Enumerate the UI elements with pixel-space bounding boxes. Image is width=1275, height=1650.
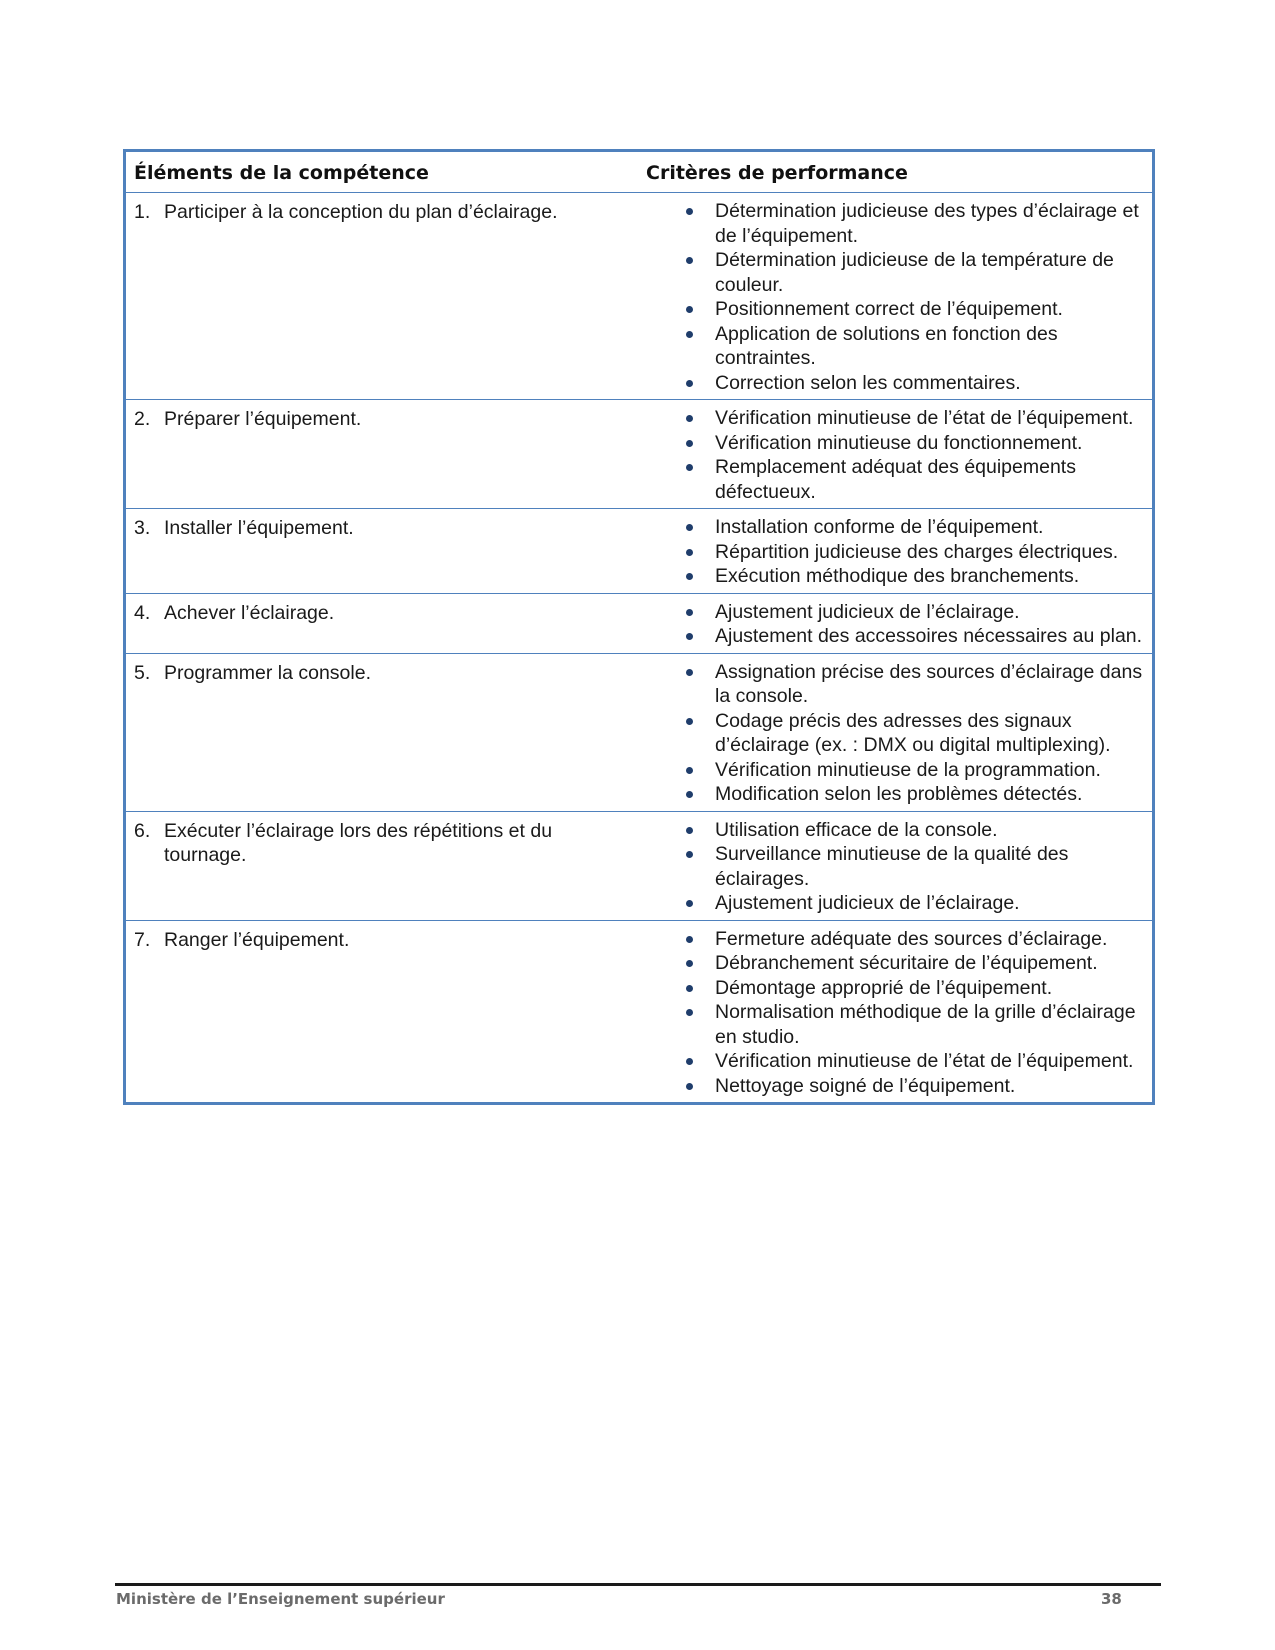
criteria-item [671, 891, 1144, 916]
criteria-item [671, 782, 1144, 807]
element-cell [126, 400, 638, 509]
criteria-text: Ajustement judicieux de l’éclairage. [715, 600, 1020, 623]
element-cell [126, 509, 638, 594]
criteria-text: Correction selon les commentaires. [715, 371, 1021, 394]
bullet-icon [671, 782, 715, 807]
header-criteria: Critères de performance [638, 152, 1152, 193]
bullet-icon [671, 758, 715, 783]
element-cell [126, 653, 638, 811]
element-item [134, 600, 630, 626]
bullet-icon [671, 455, 715, 504]
table-row [126, 593, 1152, 653]
element-item [134, 406, 630, 432]
criteria-item [671, 976, 1144, 1001]
criteria-text: Répartition judicieuse des charges électriques. [715, 540, 1119, 563]
bullet-icon [671, 891, 715, 916]
element-number: 7. [134, 928, 151, 951]
criteria-cell [638, 193, 1152, 400]
element-cell [126, 920, 638, 1102]
criteria-item [671, 371, 1144, 396]
criteria-list [646, 660, 1144, 807]
criteria-item [671, 564, 1144, 589]
criteria-text: Positionnement correct de l’équipement. [715, 298, 1063, 320]
bullet-icon [671, 927, 715, 952]
element-item [134, 660, 630, 686]
element-cell [126, 811, 638, 920]
criteria-cell [638, 653, 1152, 811]
bullet-icon [671, 371, 715, 396]
criteria-item [671, 709, 1144, 758]
criteria-list [646, 199, 1144, 395]
criteria-text: Ajustement judicieux de l’éclairage. [715, 892, 1020, 914]
element-text: Exécuter l’éclairage lors des répétitions et du tournage. [164, 819, 553, 866]
competence-table-container [123, 149, 1155, 1105]
element-number: 4. [134, 601, 151, 624]
table-row [126, 653, 1152, 811]
bullet-icon [671, 818, 715, 843]
criteria-item [671, 818, 1144, 843]
criteria-text: Codage précis des adresses des signaux d’éclairage (ex. : DMX ou digital multiplexing). [715, 709, 1111, 756]
element-text: Ranger l’équipement. [164, 928, 350, 951]
table-row [126, 920, 1152, 1102]
element-text: Préparer l’équipement. [164, 408, 362, 430]
criteria-text: Vérification minutieuse de la programmation. [715, 758, 1101, 781]
bullet-icon [671, 564, 715, 589]
table-row [126, 193, 1152, 400]
bullet-icon [671, 709, 715, 758]
criteria-text: Assignation précise des sources d’éclairage dans la console. [715, 660, 1143, 707]
criteria-item [671, 1074, 1144, 1099]
criteria-cell [638, 593, 1152, 653]
footer-ministry: Ministère de l’Enseignement supérieur [116, 1590, 445, 1608]
table-row [126, 400, 1152, 509]
criteria-cell [638, 509, 1152, 594]
bullet-icon [671, 431, 715, 456]
criteria-text: Normalisation méthodique de la grille d’éclairage en studio. [715, 1001, 1136, 1048]
bullet-icon [671, 660, 715, 709]
bullet-icon [671, 951, 715, 976]
criteria-list [646, 406, 1144, 504]
criteria-item [671, 842, 1144, 891]
criteria-text: Vérification minutieuse du fonctionnement. [715, 431, 1083, 454]
table-header-row [126, 152, 1152, 193]
bullet-icon [671, 199, 715, 248]
element-number: 5. [134, 661, 151, 684]
criteria-item [671, 660, 1144, 709]
criteria-cell [638, 400, 1152, 509]
bullet-icon [671, 248, 715, 297]
element-cell [126, 193, 638, 400]
table-body [126, 193, 1152, 1103]
criteria-item [671, 515, 1144, 540]
criteria-item [671, 199, 1144, 248]
criteria-text: Exécution méthodique des branchements. [715, 565, 1080, 587]
bullet-icon [671, 406, 715, 431]
element-number: 1. [134, 201, 151, 223]
table-row [126, 509, 1152, 594]
bullet-icon [671, 322, 715, 371]
criteria-item [671, 758, 1144, 783]
element-number: 3. [134, 517, 151, 539]
criteria-cell [638, 920, 1152, 1102]
criteria-text: Ajustement des accessoires nécessaires au plan. [715, 625, 1143, 647]
element-cell [126, 593, 638, 653]
criteria-text: Détermination judicieuse des types d’éclairage et de l’équipement. [715, 200, 1139, 247]
criteria-text: Vérification minutieuse de l’état de l’équipement. [715, 1050, 1134, 1072]
criteria-text: Démontage approprié de l’équipement. [715, 976, 1053, 999]
criteria-cell [638, 811, 1152, 920]
element-number: 6. [134, 819, 151, 842]
bullet-icon [671, 540, 715, 565]
criteria-text: Surveillance minutieuse de la qualité des éclairages. [715, 843, 1069, 890]
criteria-item [671, 297, 1144, 322]
criteria-list [646, 818, 1144, 916]
bullet-icon [671, 1000, 715, 1049]
element-item [134, 818, 630, 868]
criteria-list [646, 927, 1144, 1099]
bullet-icon [671, 976, 715, 1001]
footer-rule [115, 1583, 1161, 1586]
criteria-text: Détermination judicieuse de la température de couleur. [715, 249, 1114, 296]
criteria-text: Installation conforme de l’équipement. [715, 516, 1044, 538]
criteria-item [671, 540, 1144, 565]
bullet-icon [671, 1074, 715, 1099]
criteria-list [646, 600, 1144, 649]
element-text: Programmer la console. [164, 661, 371, 684]
criteria-list [646, 515, 1144, 589]
criteria-item [671, 322, 1144, 371]
bullet-icon [671, 297, 715, 322]
criteria-text: Application de solutions en fonction des contraintes. [715, 322, 1058, 369]
criteria-item [671, 248, 1144, 297]
criteria-item [671, 431, 1144, 456]
element-item [134, 515, 630, 541]
criteria-item [671, 1000, 1144, 1049]
element-number: 2. [134, 408, 151, 430]
criteria-item [671, 927, 1144, 952]
element-text: Achever l’éclairage. [164, 601, 335, 624]
criteria-text: Modification selon les problèmes détectés. [715, 783, 1083, 805]
competence-table [126, 152, 1152, 1102]
bullet-icon [671, 1049, 715, 1074]
criteria-text: Remplacement adéquat des équipements défectueux. [715, 456, 1076, 503]
bullet-icon [671, 515, 715, 540]
header-elements: Éléments de la compétence [126, 152, 638, 193]
bullet-icon [671, 600, 715, 625]
criteria-item [671, 1049, 1144, 1074]
criteria-text: Nettoyage soigné de l’équipement. [715, 1074, 1016, 1097]
criteria-item [671, 951, 1144, 976]
element-text: Installer l’équipement. [164, 517, 354, 539]
element-text: Participer à la conception du plan d’éclairage. [164, 201, 558, 223]
page-number: 38 [1101, 1590, 1122, 1608]
table-row [126, 811, 1152, 920]
criteria-text: Utilisation efficace de la console. [715, 818, 998, 841]
element-item [134, 199, 630, 225]
bullet-icon [671, 842, 715, 891]
criteria-text: Débranchement sécuritaire de l’équipement. [715, 952, 1098, 974]
criteria-item [671, 600, 1144, 625]
element-item [134, 927, 630, 953]
criteria-text: Vérification minutieuse de l’état de l’équipement. [715, 407, 1134, 429]
bullet-icon [671, 624, 715, 649]
criteria-text: Fermeture adéquate des sources d’éclairage. [715, 927, 1108, 950]
criteria-item [671, 455, 1144, 504]
criteria-item [671, 406, 1144, 431]
criteria-item [671, 624, 1144, 649]
